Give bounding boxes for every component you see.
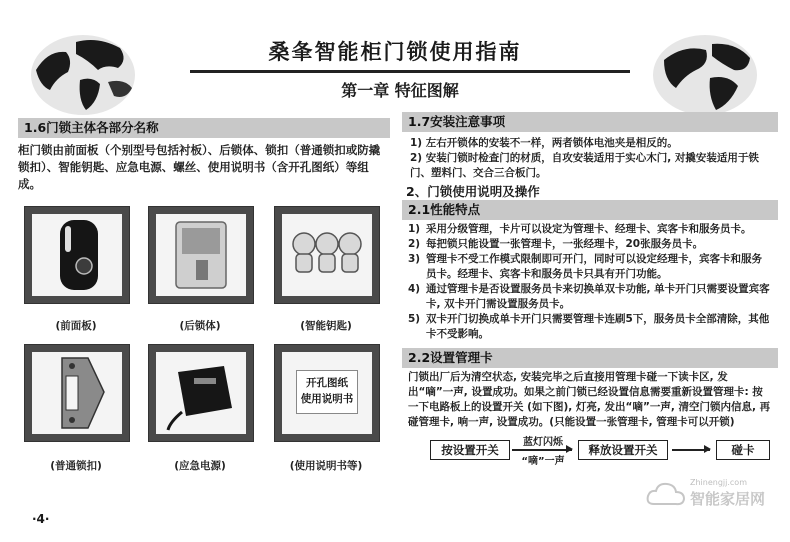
caption-front-panel: (前面板) (55, 320, 97, 332)
watermark-url: Zhinengjj.com (690, 478, 747, 487)
flow-step-tap-card: 碰卡 (716, 440, 770, 460)
caption-smart-key: (智能钥匙) (300, 320, 352, 332)
install-note-1: 1) 左右开锁体的安装不一样，两者锁体电池夹是相反的。 (410, 137, 678, 149)
feature-item: 1) 采用分级管理，卡片可以设定为管理卡、经理卡、宾客卡和服务员卡。 (408, 223, 752, 235)
feature-item: 3) 管理卡不受工作模式限制即可开门，同时可以设定经理卡，宾客卡和服务员卡。经理卡、宾客卡和服务员卡只具有开门功能。 (408, 253, 762, 280)
install-note-2: 2) 安装门锁时检查门的材质，自攻安装适用于实心木门, 对撬安装适用于铁门、塑料门、交合三合板门。 (410, 152, 759, 179)
globe-left-icon (28, 30, 138, 120)
flow-arrow-2 (672, 449, 710, 451)
flow-step-press-switch: 按设置开关 (430, 440, 510, 460)
caption-strike-plate: (普通锁扣) (50, 460, 102, 472)
feature-item: 4) 通过管理卡是否设置服务员卡来切换单双卡功能, 单卡开门只需要设置宾客卡, 双卡开门需设置服务员卡。 (408, 283, 770, 310)
install-notes (410, 136, 772, 181)
caption-manual: (使用说明书等) (289, 460, 363, 472)
section-heading-features: 2.1性能特点 (402, 200, 778, 220)
section-heading-admin-card: 2.2设置管理卡 (402, 348, 778, 368)
features-list (408, 222, 772, 342)
watermark-logo (646, 478, 776, 514)
cloud-icon (646, 480, 686, 508)
admin-card-instructions: 门锁出厂后为清空状态, 安装完毕之后直接用管理卡碰一下读卡区, 发出“嘀”一声, 设置成功。如果之前门锁已经设置信息需要重新设置管理卡: 按一下电路板上的设置开关 (如下图), 灯亮, 发出“嘀”一声, 清空门锁内信息, 再碰管理卡, 响一声, 设置成功。(只能设置一张管理卡, 管理卡可以开锁) (408, 371, 771, 428)
flow-label-blue-blink: 蓝灯闪烁 (523, 437, 563, 448)
manual-card-line-1: 开孔图纸 (306, 377, 348, 389)
flow-arrow-1 (512, 449, 572, 451)
title-divider (190, 70, 630, 73)
chapter-title: 第一章 特征图解 (341, 81, 459, 100)
caption-emergency-power: (应急电源) (174, 460, 226, 472)
page-number: ·4· (32, 512, 50, 526)
emergency-power-image (148, 344, 254, 442)
watermark-name: 智能家居网 (690, 490, 766, 508)
manual-card-line-2: 使用说明书 (300, 393, 354, 405)
feature-item: 2) 每把锁只能设置一张管理卡，一张经理卡，20张服务员卡。 (408, 238, 704, 250)
manual-image (274, 344, 380, 442)
smart-key-image (274, 206, 380, 304)
flow-step-release-switch: 释放设置开关 (578, 440, 668, 460)
rear-lock-body-image (148, 206, 254, 304)
section-heading-install: 1.7安装注意事项 (402, 112, 778, 132)
page-title: 桑夆智能柜门锁使用指南 (268, 40, 522, 64)
section-heading-parts: 1.6门锁主体各部分名称 (18, 118, 390, 138)
caption-rear-lock-body: (后锁体) (179, 320, 221, 332)
front-panel-image (24, 206, 130, 304)
globe-right-icon (650, 30, 760, 120)
flow-label-beep: “嘀”一声 (521, 456, 565, 467)
chapter-2-title: 2、门锁使用说明及操作 (406, 184, 540, 199)
parts-intro: 柜门锁由前面板（个别型号包括衬板）、后锁体、锁扣（普通锁扣或防撬锁扣）、智能钥匙、应急电源、螺丝、使用说明书（含开孔图纸）等组成。 (18, 143, 381, 191)
strike-plate-image (24, 344, 130, 442)
feature-item: 5) 双卡开门切换成单卡开门只需要管理卡连刷5下，服务员卡全部清除，其他卡不受影响。 (408, 313, 770, 340)
